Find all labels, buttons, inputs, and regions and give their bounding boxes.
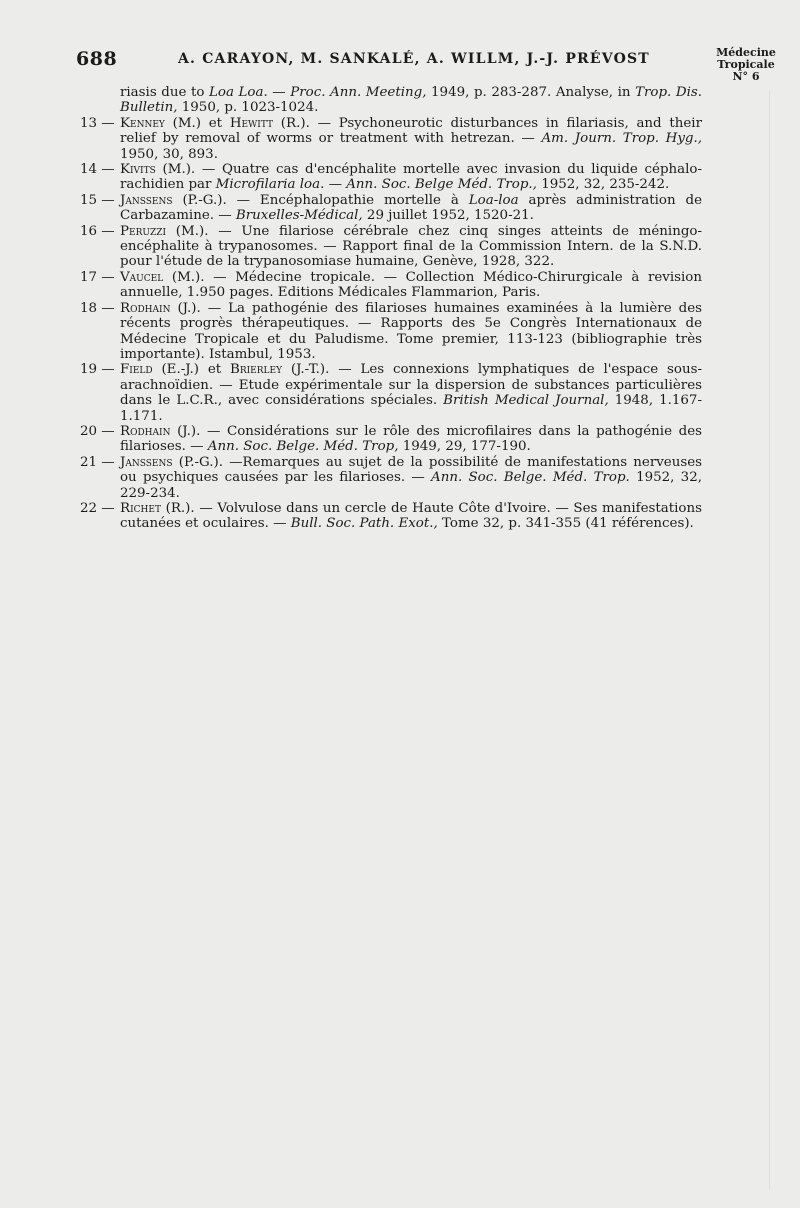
reference-number: 22 — <box>80 500 115 516</box>
reference-number: 14 — <box>80 162 115 178</box>
reference-19: 19 — Field (E.-J.) et Brierley (J.-T.). — Les connexions lymphatiques de l'espace sous-arachnoïdien. — Etude expérimentale sur la dispersion de substances particulières dans le L.C.R., avec considérations spéciales. British Medical Journal, 1948, 1.167-1.171. <box>80 362 702 424</box>
reference-number: 18 — <box>80 300 115 316</box>
reference-number: 15 — <box>80 192 115 208</box>
reference-number: 16 — <box>80 223 115 239</box>
journal-name-line2: Tropicale <box>717 58 775 71</box>
journal-tag <box>706 47 786 83</box>
reference-21: 21 — Janssens (P.-G.). —Remarques au sujet de la possibilité de manifestations nerveuses ou psychiques causées par les filarioses. — Ann. Soc. Belge. Méd. Trop. 1952, 32, 229-234. <box>80 454 702 501</box>
reference-22: 22 — Richet (R.). — Volvulose dans un cercle de Haute Côte d'Ivoire. — Ses manifestations cutanées et oculaires. — Bull. Soc. Path. Exot., Tome 32, p. 341-355 (41 références). <box>80 500 702 532</box>
reference-number: 13 — <box>80 115 115 131</box>
issue-number: N° 6 <box>732 70 760 83</box>
running-head: A. CARAYON, M. SANKALÉ, A. WILLM, J.-J. PRÉVOST <box>178 51 650 67</box>
scan-shadow-divider <box>769 90 770 1190</box>
reference-15: 15 — Janssens (P.-G.). — Encéphalopathie mortelle à Loa-loa après administration de Carbazamine. — Bruxelles-Médical, 29 juillet 1952, 1520-21. <box>80 192 703 224</box>
journal-name-line1: Médecine <box>716 46 776 59</box>
reference-18: 18 — Rodhain (J.). — La pathogénie des filarioses humaines examinées à la lumière des récents progrès thérapeutiques. — Rapports des 5e Congrès Internationaux de Médecine Tropicale et du Paludisme. Tome premier, 113-123 (bibliographie très importante). Istambul, 1953. <box>80 300 702 362</box>
reference-number: 17 — <box>80 269 115 285</box>
reference-12-continued: riasis due to Loa Loa. — Proc. Ann. Meeting, 1949, p. 283-287. Analyse, in Trop. Dis. Bulletin, 1950, p. 1023-1024. <box>120 85 703 116</box>
reference-13: 13 — Kenney (M.) et Hewitt (R.). — Psychoneurotic disturbances in filariasis, and their relief by removal of worms or treatment with hetrezan. — Am. Journ. Trop. Hyg., 1950, 30, 893. <box>80 115 702 162</box>
reference-16: 16 — Peruzzi (M.). — Une filariose cérébrale chez cinq singes atteints de méningo-encéphalite à trypanosomes. — Rapport final de la Commission Intern. de la S.N.D. pour l'étude de la trypanosomiase humaine, Genève, 1928, 322. <box>80 223 702 270</box>
reference-20: 20 — Rodhain (J.). — Considérations sur le rôle des microfilaires dans la pathogénie des filarioses. — Ann. Soc. Belge. Méd. Trop, 1949, 29, 177-190. <box>80 423 702 455</box>
reference-list <box>74 85 702 532</box>
reference-17: 17 — Vaucel (M.). — Médecine tropicale. — Collection Médico-Chirurgicale à revision annuelle, 1.950 pages. Editions Médicales Flammarion, Paris. <box>80 269 702 301</box>
reference-14: 14 — Kivits (M.). — Quatre cas d'encéphalite mortelle avec invasion du liquide céphalo-rachidien par Microfilaria loa. — Ann. Soc. Belge Méd. Trop., 1952, 32, 235-242. <box>80 162 702 193</box>
page-number: 688 <box>76 48 118 70</box>
reference-number: 20 — <box>80 423 115 439</box>
reference-number: 19 — <box>80 362 115 378</box>
reference-number: 21 — <box>80 454 115 470</box>
